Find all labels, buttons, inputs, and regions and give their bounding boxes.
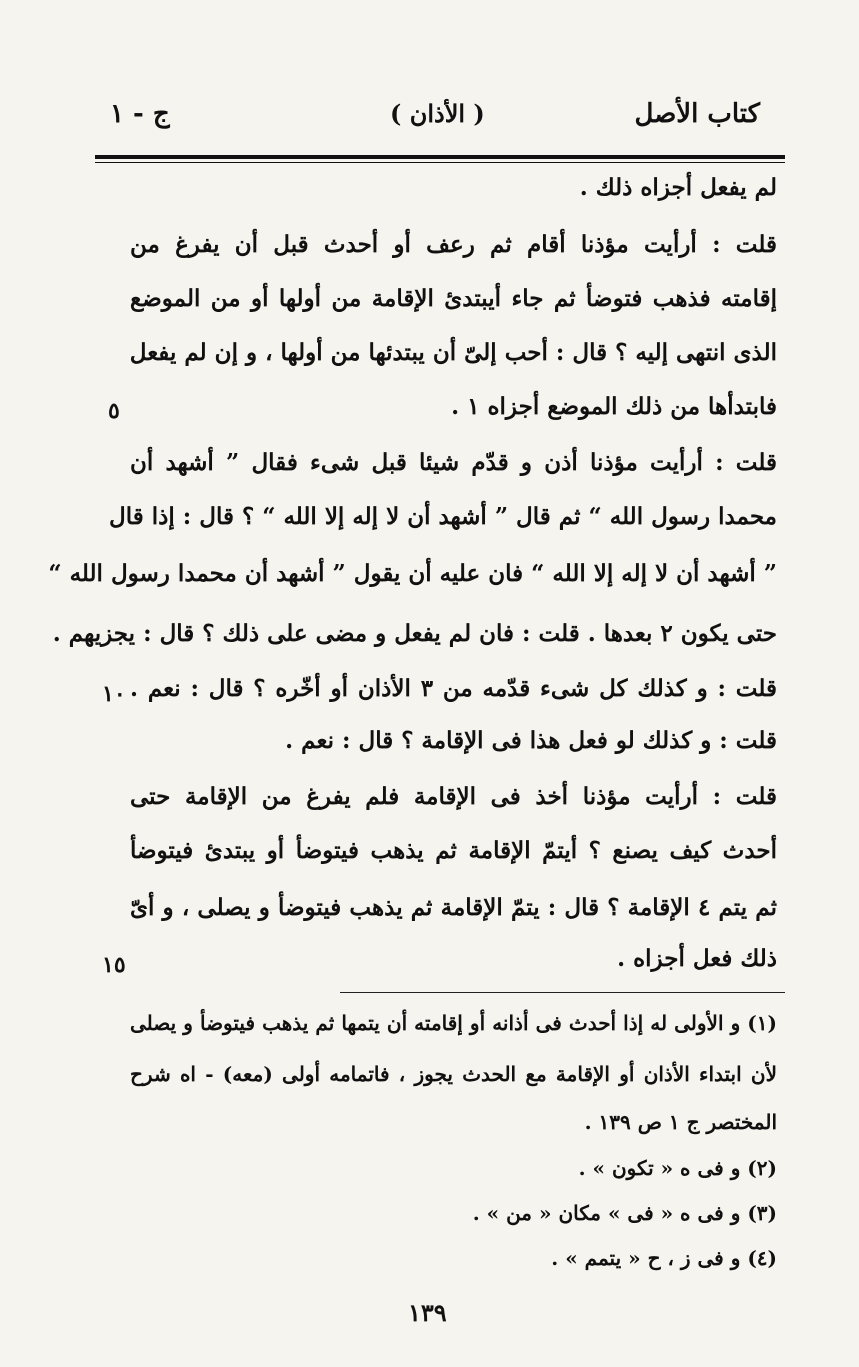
text-line-12: قلت : أرأيت مؤذنا أخذ فى الإقامة فلم يفرغ من الإقامة حتى	[130, 783, 777, 810]
line-number-15: ١٥	[102, 952, 126, 978]
line-number-5: ٥	[108, 398, 120, 424]
page-number: ١٣٩	[408, 1298, 447, 1327]
book-title: كتاب الأصل	[634, 99, 760, 129]
footnote-line-2: لأن ابتداء الأذان أو الإقامة مع الحدث يجوز ، فاتمامه أولى (معه) - اه شرح	[130, 1062, 777, 1086]
text-line-2: قلت : أرأيت مؤذنا أقام ثم رعف أو أحدث قبل أن يفرغ من	[130, 231, 777, 258]
text-line-5: فابتدأها من ذلك الموضع أجزاه ١ .	[451, 393, 777, 420]
text-line-3: إقامته فذهب فتوضأ ثم جاء أيبتدئ الإقامة من أولها أو من الموضع	[130, 285, 777, 312]
text-line-10: قلت : و كذلك كل شىء قدّمه من ٣ الأذان أو أخّره ؟ قال : نعم .	[130, 675, 777, 702]
text-line-8: ” أشهد أن لا إله إلا الله “ فان عليه أن يقول ” أشهد أن محمدا رسول الله “	[48, 560, 777, 587]
text-line-14: ثم يتم ٤ الإقامة ؟ قال : يتمّ الإقامة ثم يذهب فيتوضأ و يصلى ، و أىّ	[130, 894, 778, 921]
volume-label: ج - ١	[110, 99, 170, 129]
footnote-line-5: (٣) و فى ه « فى » مكان « من » .	[472, 1201, 777, 1225]
text-line-4: الذى انتهى إليه ؟ قال : أحب إلىّ أن يبتدئها من أولها ، و إن لم يفعل	[129, 339, 777, 366]
header-rule-thin	[95, 162, 785, 163]
footnote-line-6: (٤) و فى ز ، ح « يتمم » .	[551, 1246, 777, 1270]
footnote-line-3: المختصر ج ١ ص ١٣٩ .	[584, 1110, 777, 1134]
text-line-7: محمدا رسول الله “ ثم قال ” أشهد أن لا إله إلا الله “ ؟ قال : إذا قال	[109, 503, 777, 530]
line-number-10: ١٠	[102, 681, 126, 707]
page-header	[95, 95, 785, 145]
text-line-9: حتى يكون ٢ بعدها . قلت : فان لم يفعل و مضى على ذلك ؟ قال : يجزيهم .	[52, 620, 777, 647]
section-title: ( الأذان )	[390, 99, 485, 128]
text-line-1: لم يفعل أجزاه ذلك .	[579, 174, 777, 201]
text-line-11: قلت : و كذلك لو فعل هذا فى الإقامة ؟ قال : نعم .	[285, 727, 777, 754]
text-line-13: أحدث كيف يصنع ؟ أيتمّ الإقامة ثم يذهب فيتوضأ أو يبتدئ فيتوضأ	[130, 837, 777, 864]
footnote-line-4: (٢) و فى ه « تكون » .	[578, 1156, 777, 1180]
text-line-15: ذلك فعل أجزاه .	[617, 945, 777, 972]
footnote-rule	[340, 992, 785, 993]
footnote-line-1: (١) و الأولى له إذا أحدث فى أذانه أو إقامته أن يتمها ثم يذهب فيتوضأ و يصلى	[130, 1011, 777, 1035]
text-line-6: قلت : أرأيت مؤذنا أذن و قدّم شيئا قبل شىء فقال ” أشهد أن	[130, 449, 777, 476]
header-rule	[95, 155, 785, 159]
